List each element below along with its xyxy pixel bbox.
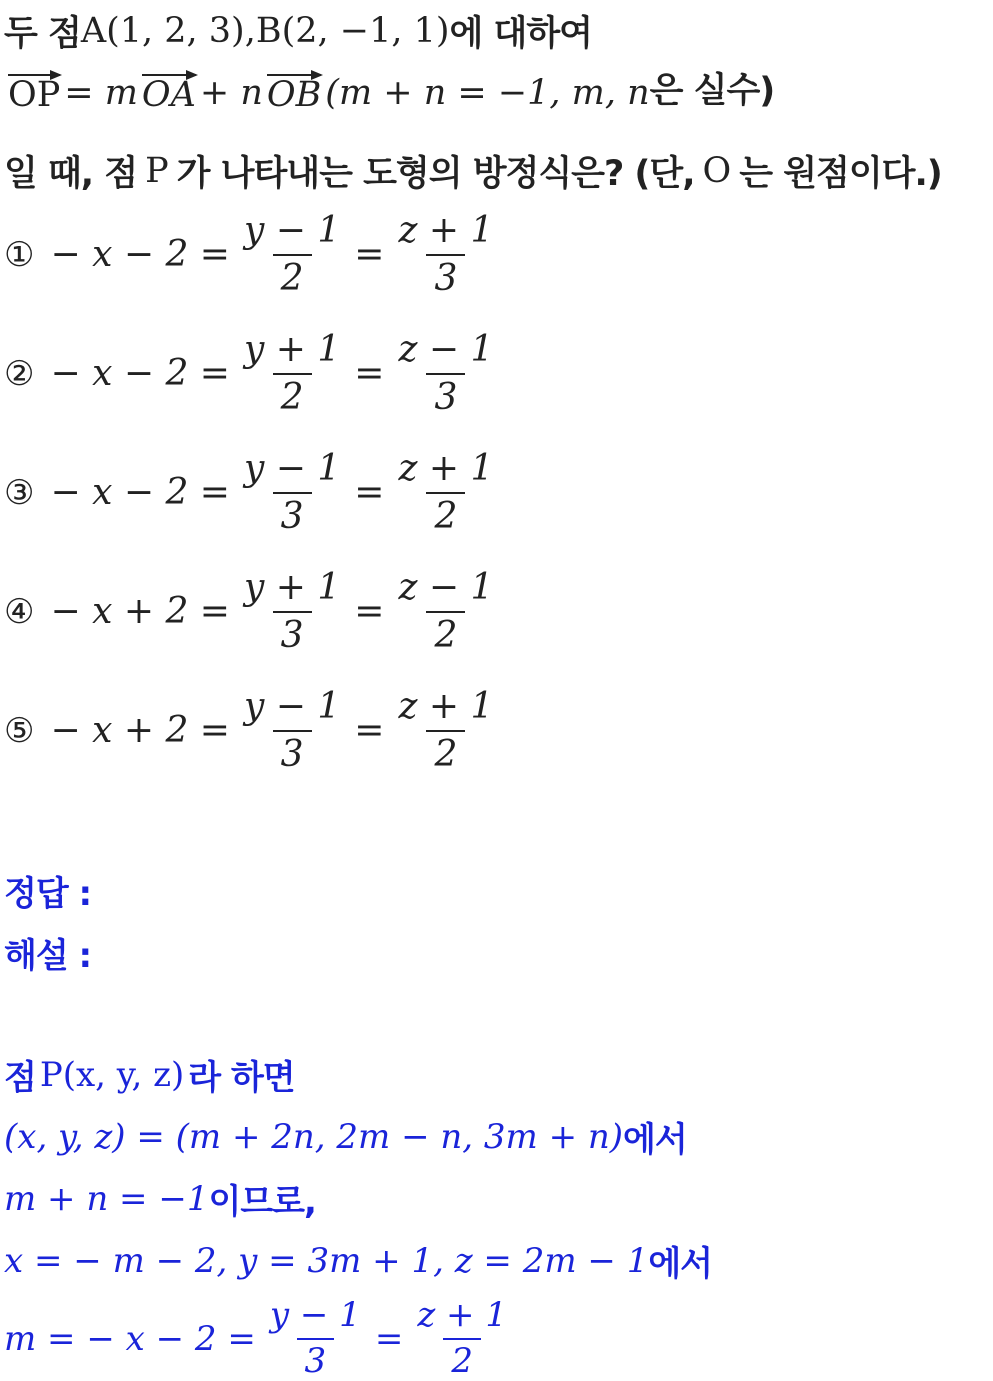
q2-plus: + n	[199, 73, 263, 113]
denominator: 2	[426, 611, 465, 655]
fraction	[390, 569, 501, 655]
option-number: ⑤	[4, 710, 35, 751]
origin-o: O	[702, 151, 732, 191]
denominator: 3	[426, 373, 465, 417]
denominator: 3	[273, 730, 312, 774]
q3-text-b: 가 나타내는 도형의 방정식은? (단,	[176, 154, 695, 194]
q2-eq: = m	[64, 73, 138, 113]
option-number: ①	[4, 234, 35, 275]
option-number: ③	[4, 472, 35, 513]
option-lhs: − x + 2 =	[50, 591, 230, 633]
denominator: 2	[426, 492, 465, 536]
numerator: y − 1	[243, 210, 341, 251]
option-number: ④	[4, 591, 35, 632]
question-line-3	[4, 146, 942, 196]
option-3[interactable]	[4, 450, 507, 536]
option-5[interactable]	[4, 688, 507, 774]
equals-sign: =	[354, 353, 385, 395]
solution-line-4	[4, 1236, 712, 1285]
vector-oa-label: OA	[141, 75, 196, 115]
vector-ob-label: OB	[266, 75, 322, 115]
fraction	[390, 688, 501, 774]
fraction	[236, 331, 348, 417]
vector-arrow-icon	[267, 60, 321, 76]
solution-line-5	[4, 1295, 521, 1381]
equals-sign: =	[374, 1318, 404, 1359]
sol4-math: x = − m − 2, y = 3m + 1, z = 2m − 1	[4, 1240, 649, 1281]
explanation-label: 해설 :	[4, 936, 92, 976]
numerator: z − 1	[398, 329, 494, 370]
option-number: ②	[4, 353, 35, 394]
q3-text-a: 일 때, 점	[4, 154, 138, 194]
solution-line-2	[4, 1112, 687, 1161]
numerator: z + 1	[398, 210, 494, 251]
equals-sign: =	[354, 591, 385, 633]
numerator: z + 1	[398, 448, 494, 489]
equals-sign: =	[354, 472, 385, 514]
sol2-text: 에서	[623, 1120, 687, 1160]
sol4-text: 에서	[648, 1244, 713, 1284]
option-1[interactable]	[4, 212, 507, 298]
fraction	[390, 331, 501, 417]
denominator: 2	[273, 373, 312, 417]
q2-tail: 은 실수)	[649, 71, 775, 111]
solution-line-3	[4, 1174, 316, 1223]
fraction	[262, 1295, 369, 1381]
point-p: P	[145, 151, 169, 191]
vector-arrow-icon	[8, 60, 60, 76]
option-lhs: − x − 2 =	[50, 234, 230, 276]
option-lhs: − x + 2 =	[50, 710, 230, 752]
denominator: 3	[426, 254, 465, 298]
denominator: 2	[426, 730, 465, 774]
fraction	[236, 212, 348, 298]
fraction	[236, 450, 348, 536]
q3-text-c: 는 원점이다.)	[739, 154, 942, 194]
numerator: y + 1	[243, 329, 341, 370]
question-line-2	[4, 60, 774, 113]
numerator: y − 1	[243, 448, 341, 489]
sol3-text: 이므로,	[208, 1182, 316, 1222]
vector-ob	[267, 60, 321, 113]
answer-label: 정답 :	[4, 874, 92, 914]
numerator: y − 1	[269, 1295, 361, 1335]
vector-op	[8, 60, 60, 113]
vector-oa	[142, 60, 196, 113]
q1-text-a: 두 점	[4, 14, 81, 54]
fraction	[409, 1295, 515, 1381]
fraction	[390, 450, 501, 536]
vector-arrow-icon	[142, 60, 196, 76]
numerator: y − 1	[243, 686, 341, 727]
sol5-lhs: m = − x − 2 =	[4, 1318, 256, 1359]
sol1-text-c: 라 하면	[188, 1058, 295, 1098]
solution-line-1	[4, 1050, 295, 1099]
numerator: y + 1	[243, 567, 341, 608]
fraction	[390, 212, 501, 298]
option-lhs: − x − 2 =	[50, 353, 230, 395]
equals-sign: =	[354, 234, 385, 276]
numerator: z + 1	[417, 1295, 507, 1335]
sol1-text-a: 점	[4, 1058, 36, 1098]
fraction	[236, 688, 348, 774]
point-b: B(2, −1, 1)	[255, 11, 450, 51]
sol2-math: (x, y, z) = (m + 2n, 2m − n, 3m + n)	[4, 1116, 624, 1157]
question-line-1	[4, 6, 592, 56]
numerator: z − 1	[398, 567, 494, 608]
denominator: 3	[273, 492, 312, 536]
sol1-point: P(x, y, z)	[39, 1054, 185, 1095]
equals-sign: =	[354, 710, 385, 752]
q2-condition: (m + n = −1, m, n	[325, 73, 650, 113]
q1-text-b: 에 대하여	[449, 14, 592, 54]
denominator: 3	[297, 1338, 335, 1380]
denominator: 3	[273, 611, 312, 655]
numerator: z + 1	[398, 686, 494, 727]
denominator: 2	[443, 1338, 481, 1380]
denominator: 2	[273, 254, 312, 298]
sol3-math: m + n = −1	[4, 1178, 209, 1219]
fraction	[236, 569, 348, 655]
vector-op-label: OP	[8, 75, 61, 115]
option-4[interactable]	[4, 569, 507, 655]
point-a: A(1, 2, 3),	[80, 11, 256, 51]
option-2[interactable]	[4, 331, 507, 417]
option-lhs: − x − 2 =	[50, 472, 230, 514]
